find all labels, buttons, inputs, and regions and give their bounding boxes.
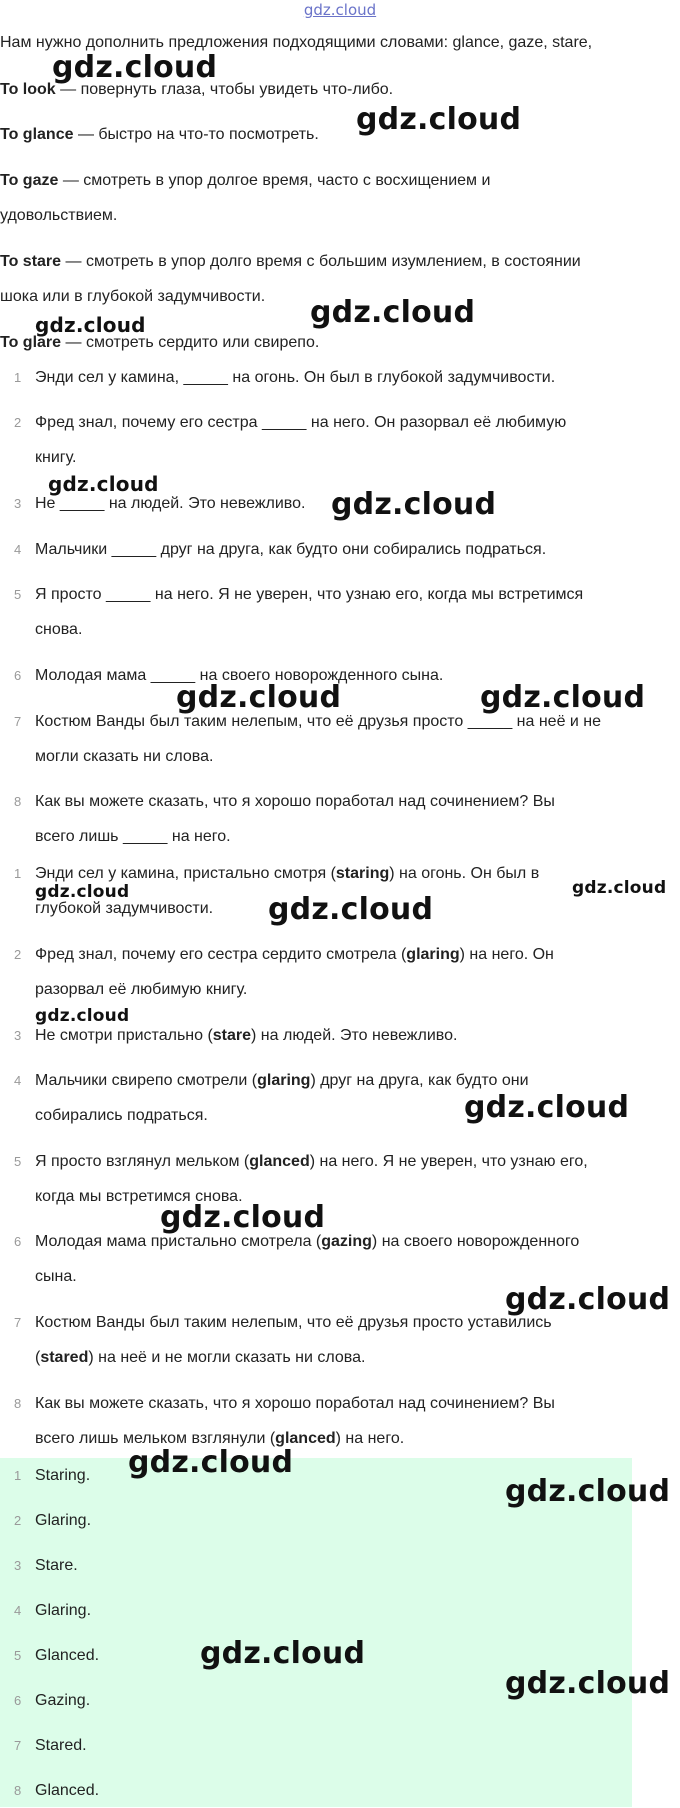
item-line: Молодая мама _____ на своего новорожденного сына. bbox=[35, 667, 444, 684]
answer-word: glaring bbox=[257, 1072, 311, 1089]
item-number: 6 bbox=[14, 668, 22, 683]
item-number: 4 bbox=[14, 542, 22, 557]
answer-word: staring bbox=[335, 865, 390, 882]
answer-text: Stared. bbox=[35, 1737, 87, 1754]
item-number: 2 bbox=[14, 415, 22, 430]
line-text: ) на огонь. Он был в bbox=[389, 865, 540, 882]
watermark: gdz.cloud bbox=[200, 1636, 366, 1671]
line-text: ( bbox=[35, 1349, 41, 1366]
item-number: 5 bbox=[14, 587, 22, 602]
definition-text: шока или в глубокой задумчивости. bbox=[0, 288, 266, 305]
watermark: gdz.cloud bbox=[176, 680, 342, 715]
item-line bbox=[35, 1224, 635, 1259]
item-line: всего лишь _____ на него. bbox=[35, 828, 231, 845]
intro-line: Нам нужно дополнить предложения подходящими словами: glance, gaze, stare, bbox=[0, 34, 593, 51]
item-number: 2 bbox=[14, 947, 22, 962]
definition-term: To stare bbox=[0, 253, 62, 270]
item-line bbox=[35, 1340, 635, 1375]
item-line: Как вы можете сказать, что я хорошо поработал над сочинением? Вы bbox=[35, 793, 555, 810]
line-text: ) на него. bbox=[335, 1430, 405, 1447]
item-line bbox=[35, 1421, 635, 1456]
item-number: 4 bbox=[14, 1073, 22, 1088]
answer-text: Gazing. bbox=[35, 1692, 91, 1709]
answer-word: glanced bbox=[249, 1153, 310, 1170]
line-text: ) на своего новорожденного bbox=[371, 1233, 580, 1250]
definition-text: — смотреть сердито или свирепо. bbox=[61, 334, 320, 351]
watermark: gdz.cloud bbox=[128, 1445, 294, 1480]
definition-glance bbox=[0, 117, 680, 152]
watermark: gdz.cloud bbox=[310, 295, 476, 330]
answer-word: stare bbox=[212, 1027, 252, 1044]
line-text: глубокой задумчивости. bbox=[35, 900, 214, 917]
line-text: Фред знал, почему его сестра сердито смотрела ( bbox=[35, 946, 407, 963]
definition-term: To glance bbox=[0, 126, 74, 143]
item-number: 8 bbox=[14, 1396, 22, 1411]
definition-text: удовольствием. bbox=[0, 207, 118, 224]
answer-word: gazing bbox=[321, 1233, 372, 1250]
watermark: gdz.cloud bbox=[505, 1474, 671, 1509]
item-number: 7 bbox=[14, 1738, 22, 1753]
item-number: 8 bbox=[14, 1783, 22, 1798]
line-text: собирались подраться. bbox=[35, 1107, 208, 1124]
answer-text: Staring. bbox=[35, 1467, 91, 1484]
item-number: 5 bbox=[14, 1154, 22, 1169]
line-text: Как вы можете сказать, что я хорошо поработал над сочинением? Вы bbox=[35, 1395, 555, 1412]
item-line bbox=[35, 972, 635, 1007]
item-line: Я просто _____ на него. Я не уверен, что узнаю его, когда мы встретимся bbox=[35, 586, 584, 603]
line-text: ) на людей. Это невежливо. bbox=[251, 1027, 458, 1044]
definition-term: To gaze bbox=[0, 172, 59, 189]
line-text: ) на неё и не могли сказать ни слова. bbox=[88, 1349, 366, 1366]
answer-text: Glaring. bbox=[35, 1602, 92, 1619]
item-line bbox=[35, 1144, 635, 1179]
definition-gaze-cont bbox=[0, 198, 680, 233]
line-text: Костюм Ванды был таким нелепым, что её друзья просто уставились bbox=[35, 1314, 552, 1331]
watermark: gdz.cloud bbox=[35, 882, 130, 902]
watermark: gdz.cloud bbox=[572, 878, 667, 898]
item-line: снова. bbox=[35, 621, 83, 638]
item-line: книгу. bbox=[35, 449, 77, 466]
watermark: gdz.cloud bbox=[356, 102, 522, 137]
line-text: Не смотри пристально ( bbox=[35, 1027, 213, 1044]
definition-text: — смотреть в упор долгое время, часто с восхищением и bbox=[58, 172, 491, 189]
item-line bbox=[35, 1179, 635, 1214]
item-number: 1 bbox=[14, 370, 22, 385]
item-number: 1 bbox=[14, 1468, 22, 1483]
line-text: когда мы встретимся снова. bbox=[35, 1188, 243, 1205]
item-number: 3 bbox=[14, 1028, 22, 1043]
top-site-watermark: gdz.cloud bbox=[303, 1, 377, 19]
answer-word: stared bbox=[40, 1349, 89, 1366]
line-text: ) друг на друга, как будто они bbox=[310, 1072, 529, 1089]
answer-text: Glanced. bbox=[35, 1647, 100, 1664]
definition-text: — быстро на что-то посмотреть. bbox=[73, 126, 319, 143]
line-text: Энди сел у камина, пристально смотря ( bbox=[35, 865, 336, 882]
item-number: 5 bbox=[14, 1648, 22, 1663]
watermark: gdz.cloud bbox=[480, 680, 646, 715]
watermark: gdz.cloud bbox=[48, 472, 159, 496]
item-number: 4 bbox=[14, 1603, 22, 1618]
item-number: 7 bbox=[14, 714, 22, 729]
item-number: 6 bbox=[14, 1234, 22, 1249]
item-line: Не _____ на людей. Это невежливо. bbox=[35, 495, 306, 512]
answer-word: glanced bbox=[275, 1430, 336, 1447]
watermark: gdz.cloud bbox=[268, 892, 434, 927]
watermark: gdz.cloud bbox=[52, 50, 218, 85]
item-number: 3 bbox=[14, 1558, 22, 1573]
item-number: 6 bbox=[14, 1693, 22, 1708]
item-line: могли сказать ни слова. bbox=[35, 748, 214, 765]
item-number: 1 bbox=[14, 866, 22, 881]
watermark: gdz.cloud bbox=[505, 1666, 671, 1701]
answer-text: Glaring. bbox=[35, 1512, 92, 1529]
item-number: 3 bbox=[14, 496, 22, 511]
definition-stare bbox=[0, 244, 680, 279]
watermark: gdz.cloud bbox=[464, 1090, 630, 1125]
definition-term: To glare bbox=[0, 334, 62, 351]
item-number: 8 bbox=[14, 794, 22, 809]
item-line bbox=[35, 1386, 635, 1421]
line-text: Молодая мама пристально смотрела ( bbox=[35, 1233, 322, 1250]
item-line: Энди сел у камина, _____ на огонь. Он был в глубокой задумчивости. bbox=[35, 369, 556, 386]
item-line: Мальчики _____ друг на друга, как будто они собирались подраться. bbox=[35, 541, 547, 558]
line-text: сына. bbox=[35, 1268, 77, 1285]
item-line: Фред знал, почему его сестра _____ на него. Он разорвал её любимую bbox=[35, 414, 567, 431]
line-text: всего лишь мельком взглянули ( bbox=[35, 1430, 276, 1447]
watermark: gdz.cloud bbox=[35, 313, 146, 337]
item-line: Костюм Ванды был таким нелепым, что её друзья просто _____ на неё и не bbox=[35, 713, 602, 730]
definition-gaze bbox=[0, 163, 680, 198]
definition-term: To look bbox=[0, 81, 56, 98]
line-text: ) на него. Он bbox=[459, 946, 554, 963]
answer-text: Glanced. bbox=[35, 1782, 100, 1799]
line-text: разорвал её любимую книгу. bbox=[35, 981, 248, 998]
watermark: gdz.cloud bbox=[505, 1282, 671, 1317]
answer-text: Stare. bbox=[35, 1557, 78, 1574]
watermark: gdz.cloud bbox=[160, 1200, 326, 1235]
line-text: Мальчики свирепо смотрели ( bbox=[35, 1072, 258, 1089]
line-text: ) на него. Я не уверен, что узнаю его, bbox=[309, 1153, 588, 1170]
watermark: gdz.cloud bbox=[35, 1006, 130, 1026]
item-number: 2 bbox=[14, 1513, 22, 1528]
item-line bbox=[35, 937, 635, 972]
line-text: Я просто взглянул мельком ( bbox=[35, 1153, 250, 1170]
item-number: 7 bbox=[14, 1315, 22, 1330]
definition-text: — повернуть глаза, чтобы увидеть что-либо. bbox=[55, 81, 394, 98]
definition-text: — смотреть в упор долго время с большим изумлением, в состоянии bbox=[61, 253, 581, 270]
watermark: gdz.cloud bbox=[331, 487, 497, 522]
answer-word: glaring bbox=[406, 946, 460, 963]
